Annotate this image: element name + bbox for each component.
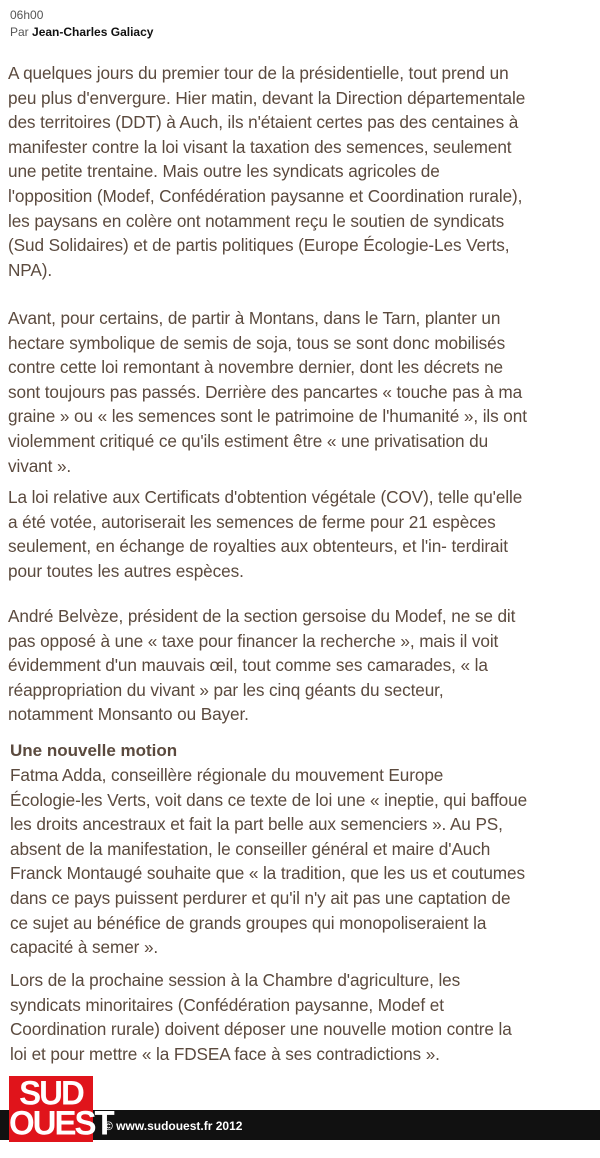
publish-time: 06h00: [10, 8, 44, 22]
paragraph-line: Lors de la prochaine session à la Chambre d'agriculture, les: [10, 970, 461, 990]
paragraph-cov-law: [8, 485, 594, 583]
paragraph-line: La loi relative aux Certificats d'obtention végétale (COV), telle qu'elle: [8, 487, 523, 507]
paragraph-line: des territoires (DDT) à Auch, ils n'étaient certes pas des centaines à: [8, 112, 519, 133]
paragraph-line: NPA).: [8, 259, 53, 280]
paragraph-line: Franck Montaugé souhaite que « la tradition, que les us et coutumes: [10, 863, 525, 884]
paragraph-adda: [10, 763, 596, 960]
paragraph-line: pour toutes les autres espèces.: [8, 560, 244, 581]
copyright-notice: © www.sudouest.fr 2012: [104, 1119, 243, 1133]
paragraph-belveze: [8, 604, 594, 727]
paragraph-line: Avant, pour certains, de partir à Montans, dans le Tarn, planter un: [8, 308, 501, 328]
paragraph-line: contre cette loi remontant à novembre dernier, dont les décrets ne: [8, 357, 503, 378]
paragraph-line: ce sujet au bénéfice de grands groupes qui monopoliseraient la: [10, 912, 487, 933]
paragraph-line: Fatma Adda, conseillère régionale du mouvement Europe: [10, 765, 444, 785]
paragraph-line: les paysans en colère ont notamment reçu le soutien de syndicats: [8, 210, 505, 231]
paragraph-line: une petite trentaine. Mais outre les syndicats agricoles de: [8, 161, 440, 182]
paragraph-line: vivant ».: [8, 455, 72, 476]
paragraph-line: André Belvèze, président de la section gersoise du Modef, ne se dit: [8, 606, 516, 626]
logo-line-ouest: OUEST: [9, 1103, 113, 1142]
paragraph-intro: [8, 61, 594, 282]
byline: [10, 24, 153, 41]
sud-ouest-logo: [9, 1073, 113, 1142]
paragraph-line: manifester contre la loi visant la taxation des semences, seulement: [8, 136, 512, 157]
author-name: Jean-Charles Galiacy: [32, 25, 154, 39]
paragraph-line: seulement, en échange de royalties aux obtenteurs, et l'in- terdirait: [8, 536, 508, 557]
paragraph-line: Écologie-les Verts, voit dans ce texte de loi une « ineptie, qui baffoue: [10, 789, 528, 810]
paragraph-line: sont toujours pas passés. Derrière des pancartes « touche pas à ma: [8, 381, 523, 402]
paragraph-line: dans ce pays puissent perdurer et qu'il n'y ait pas une captation de: [10, 887, 511, 908]
paragraph-line: absent de la manifestation, le conseiller général et maire d'Auch: [10, 838, 491, 859]
byline-prefix: Par: [10, 25, 29, 39]
paragraph-line: Coordination rurale) doivent déposer une nouvelle motion contre la: [10, 1019, 512, 1040]
logo-line-sud: SUD: [19, 1073, 83, 1112]
subheading: Une nouvelle motion: [10, 741, 178, 760]
paragraph-line: hectare symbolique de semis de soja, tous se sont donc mobilisés: [8, 332, 506, 353]
paragraph-line: a été votée, autoriserait les semences de ferme pour 21 espèces: [8, 511, 496, 532]
paragraph-line: évidemment d'un mauvais œil, tout comme ses camarades, « la: [8, 655, 488, 676]
paragraph-line: syndicats minoritaires (Confédération paysanne, Modef et: [10, 994, 444, 1015]
paragraph-line: les droits ancestraux et fait la part belle aux semenciers ». Au PS,: [10, 814, 503, 835]
paragraph-line: graine » ou « les semences sont le patrimoine de l'humanité », ils ont: [8, 406, 527, 427]
paragraph-line: A quelques jours du premier tour de la présidentielle, tout prend un: [8, 63, 509, 83]
article-meta: [10, 7, 153, 41]
paragraph-line: réappropriation du vivant » par les cinq géants du secteur,: [8, 679, 444, 700]
paragraph-line: loi et pour mettre « la FDSEA face à ses contradictions ».: [10, 1043, 440, 1064]
paragraph-line: violemment critiqué ce qu'ils estiment être « une privatisation du: [8, 430, 489, 451]
paragraph-line: l'opposition (Modef, Confédération paysanne et Coordination rurale),: [8, 185, 523, 206]
paragraph-line: notamment Monsanto ou Bayer.: [8, 704, 249, 725]
paragraph-line: capacité à semer ».: [10, 937, 159, 958]
paragraph-line: peu plus d'envergure. Hier matin, devant la Direction départementale: [8, 87, 526, 108]
paragraph-chambre: [10, 968, 596, 1066]
paragraph-line: (Sud Solidaires) et de partis politiques (Europe Écologie-Les Verts,: [8, 235, 510, 256]
paragraph-montans: [8, 306, 594, 478]
paragraph-line: pas opposé à une « taxe pour financer la recherche », mais il voit: [8, 630, 499, 651]
